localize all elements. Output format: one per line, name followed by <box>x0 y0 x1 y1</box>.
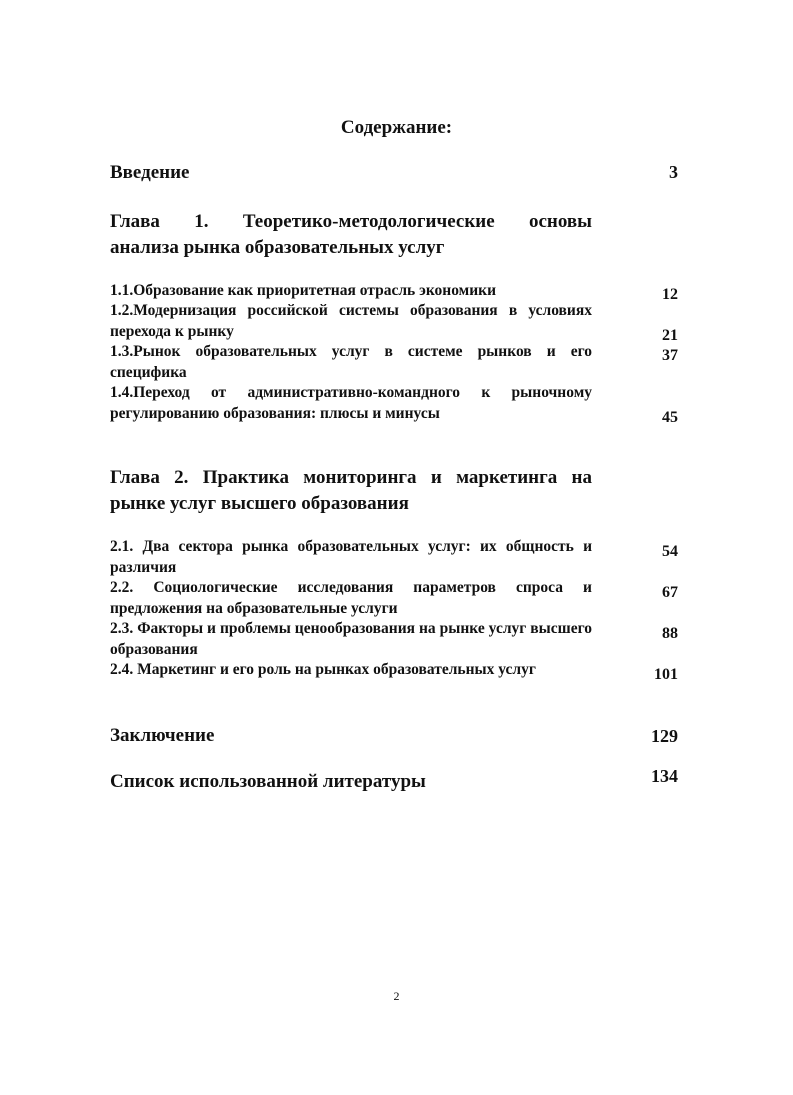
toc-references-page: 134 <box>651 766 678 786</box>
page-number: 2 <box>393 989 400 1003</box>
toc-page-2-4: 101 <box>654 666 678 683</box>
toc-title: Содержание: <box>340 117 453 138</box>
toc-entry-2-1: 2.1. Два сектора рынка образовательных услуг: их общность и различия <box>110 538 592 576</box>
toc-conclusion-page: 129 <box>651 726 678 746</box>
toc-entry-1-4: 1.4.Переход от административно-командного к рыночному регулированию образования: плюсы и минусы <box>110 384 592 422</box>
toc-page-1-3: 37 <box>662 347 678 364</box>
toc-intro-label: Введение <box>110 162 190 183</box>
toc-intro-page: 3 <box>669 162 678 182</box>
toc-entry-2-3: 2.3. Факторы и проблемы ценообразования на рынке услуг высшего образования <box>110 620 592 658</box>
toc-entry-1-2: 1.2.Модернизация российской системы образования в условиях перехода к рынку <box>110 302 592 340</box>
toc-references-label: Список использованной литературы <box>110 771 426 792</box>
toc-page-2-1: 54 <box>662 543 678 560</box>
toc-page-1-1: 12 <box>662 286 678 303</box>
toc-page-2-3: 88 <box>662 625 678 642</box>
toc-entry-1-1: 1.1.Образование как приоритетная отрасль экономики <box>110 282 497 299</box>
toc-conclusion-label: Заключение <box>110 725 215 746</box>
toc-page-1-4: 45 <box>662 409 678 426</box>
toc-page-1-2: 21 <box>662 327 678 344</box>
chapter1-heading: Глава 1. Теоретико-методологические основы <box>110 211 592 232</box>
chapter2-heading: Глава 2. Практика мониторинга и маркетинга на <box>110 467 592 488</box>
toc-entry-2-4: 2.4. Маркетинг и его роль на рынках образовательных услуг <box>110 661 536 678</box>
toc-page-2-2: 67 <box>662 584 678 601</box>
toc-entry-2-2: 2.2. Социологические исследования параметров спроса и предложения на образовательные услуги <box>110 579 592 617</box>
toc-entry-1-3: 1.3.Рынок образовательных услуг в системе рынков и его специфика <box>110 343 592 381</box>
chapter1-heading-cont: анализа рынка образовательных услуг <box>110 237 445 258</box>
chapter2-heading-cont: рынке услуг высшего образования <box>110 493 409 514</box>
